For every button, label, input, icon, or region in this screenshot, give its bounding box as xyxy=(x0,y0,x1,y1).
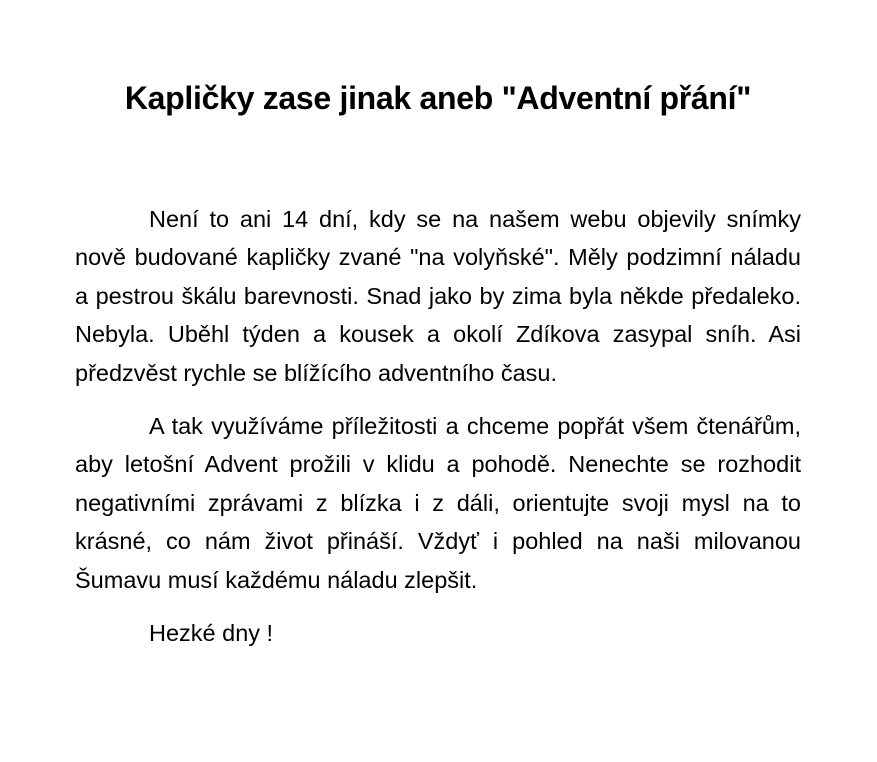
paragraph-closing: Hezké dny ! xyxy=(149,620,274,647)
paragraph-wishes: A tak využíváme příležitosti a chceme popřát všem čtenářům, aby letošní Advent prožili v klidu a pohodě. Nenechte se rozhodit negativními zprávami z blízka i z dáli, orientujte svoji mysl na to krásné, co nám život přináší. Vždyť i pohled na naši milovanou Šumavu musí každému náladu zlepšit. xyxy=(75,413,801,593)
paragraph-intro: Není to ani 14 dní, kdy se na našem webu objevily snímky nově budované kapličky zvané "na volyňské". Měly podzimní náladu a pestrou škálu barevnosti. Snad jako by zima byla někde předaleko. Nebyla. Uběhl týden a kousek a okolí Zdíkova zasypal sníh. Asi předzvěst rychle se blížícího adventního času. xyxy=(75,206,801,386)
document-body xyxy=(75,200,801,652)
document-title: Kapličky zase jinak aneb "Adventní přání" xyxy=(124,80,752,116)
